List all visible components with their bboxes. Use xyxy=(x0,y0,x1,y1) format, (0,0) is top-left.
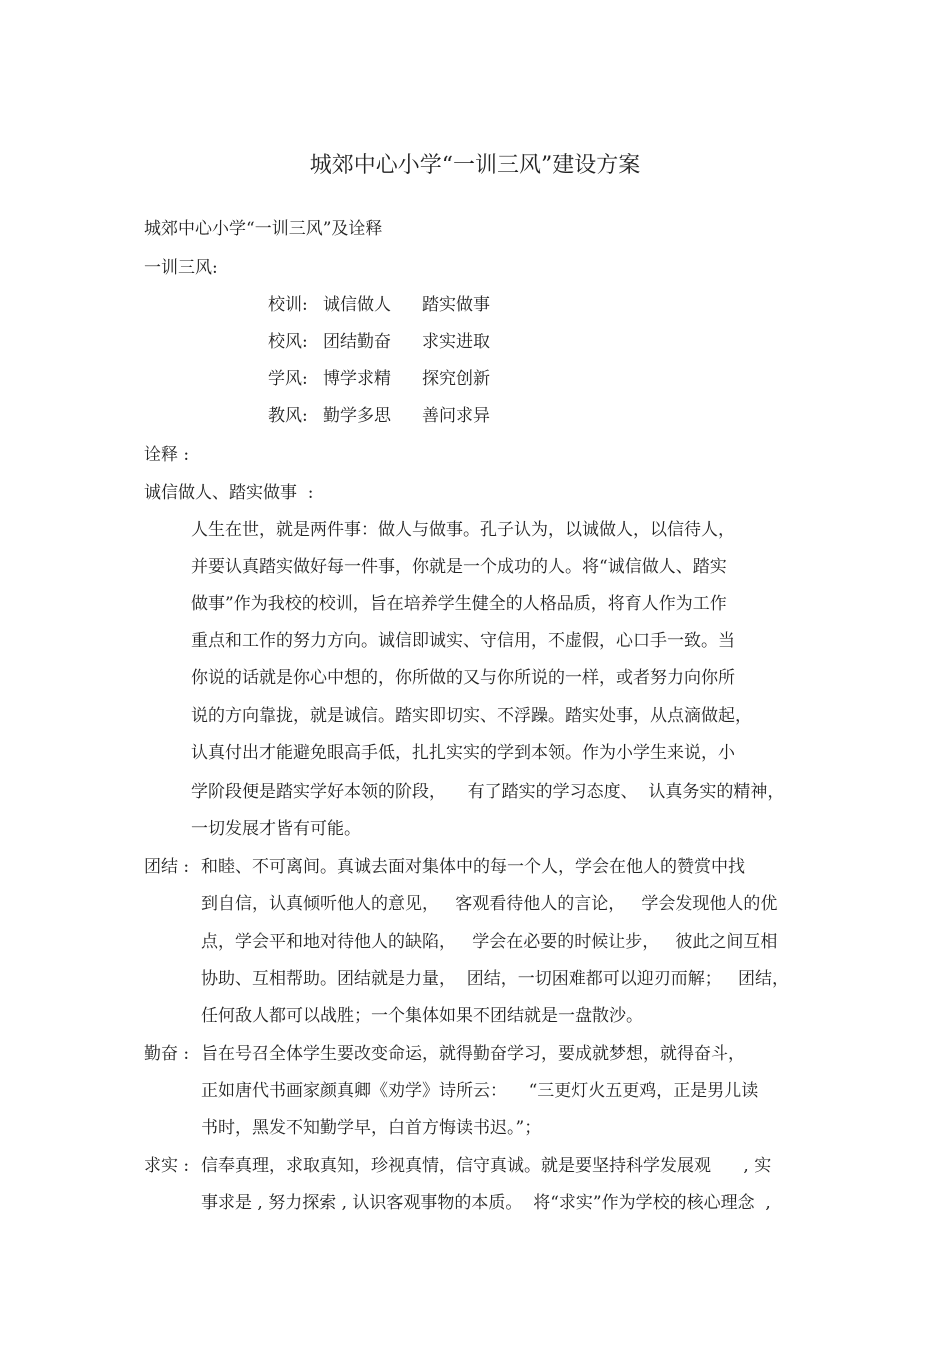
motto-part-b: 踏实做事 xyxy=(422,295,490,315)
paragraph-line: 点，学会平和地对待他人的缺陷， 学会在必要的时候让步， 彼此之间互相 xyxy=(201,932,778,952)
paragraph-line: 人生在世，就是两件事：做人与做事。孔子认为，以诚做人，以信待人， xyxy=(191,520,735,540)
item2-term: 团结 : xyxy=(144,857,190,877)
motto-part-a: 勤学多思 xyxy=(323,406,391,426)
paragraph-line: 做事”作为我校的校训，旨在培养学生健全的人格品质，将育人作为工作 xyxy=(191,594,727,614)
paragraph-line: 学阶段便是踏实学好本领的阶段， 有了踏实的学习态度、 认真务实的精神， xyxy=(191,782,785,802)
paragraph-line: 任何敌人都可以战胜；一个集体如果不团结就是一盘散沙。 xyxy=(201,1006,643,1026)
motto-label: 学风: xyxy=(268,369,308,389)
motto-part-a: 诚信做人 xyxy=(323,295,391,315)
motto-label: 校风: xyxy=(268,332,308,352)
motto-label: 校训: xyxy=(268,295,308,315)
motto-label: 教风: xyxy=(268,406,308,426)
section-label: 一训三风: xyxy=(144,258,218,278)
paragraph-line: 一切发展才皆有可能。 xyxy=(191,819,361,839)
paragraph-line: 协助、互相帮助。团结就是力量， 团结，一切困难都可以迎刃而解； 团结， xyxy=(201,969,790,989)
paragraph-line: 你说的话就是你心中想的，你所做的又与你所说的一样，或者努力向你所 xyxy=(191,668,735,688)
paragraph-line: 书时，黑发不知勤学早，白首方悔读书迟。”； xyxy=(201,1118,542,1138)
paragraph-line: 正如唐代书画家颜真卿《劝学》诗所云： “三更灯火五更鸡，正是男儿读 xyxy=(201,1081,759,1101)
item1-heading: 诚信做人、踏实做事 : xyxy=(144,483,314,503)
paragraph-line: 说的方向靠拢，就是诚信。踏实即切实、不浮躁。踏实处事，从点滴做起， xyxy=(191,706,752,726)
paragraph-line: 事求是 , 努力探索 , 认识客观事物的本质。 将“求实”作为学校的核心理念 , xyxy=(201,1193,771,1213)
paragraph-line: 认真付出才能避免眼高手低，扎扎实实的学到本领。作为小学生来说，小 xyxy=(191,743,735,763)
motto-part-b: 探究创新 xyxy=(422,369,490,389)
motto-part-a: 博学求精 xyxy=(323,369,391,389)
motto-part-b: 善问求异 xyxy=(422,406,490,426)
paragraph-line: 和睦、不可离间。真诚去面对集体中的每一个人，学会在他人的赞赏中找 xyxy=(201,857,745,877)
paragraph-line: 并要认真踏实做好每一件事，你就是一个成功的人。将“诚信做人、踏实 xyxy=(191,557,727,577)
paragraph-line: 到自信，认真倾听他人的意见， 客观看待他人的言论， 学会发现他人的优 xyxy=(201,894,778,914)
motto-part-a: 团结勤奋 xyxy=(323,332,391,352)
paragraph-line: 信奉真理，求取真知，珍视真情，信守真诚。就是要坚持科学发展观 , 实 xyxy=(201,1156,772,1176)
motto-part-b: 求实进取 xyxy=(422,332,490,352)
item3-term: 勤奋 : xyxy=(144,1044,190,1064)
document-title: 城郊中心小学“一训三风”建设方案 xyxy=(309,153,641,178)
subtitle: 城郊中心小学“一训三风”及诠释 xyxy=(144,219,383,239)
paragraph-line: 重点和工作的努力方向。诚信即诚实、守信用，不虚假，心口手一致。当 xyxy=(191,631,735,651)
item4-term: 求实 : xyxy=(144,1156,190,1176)
paragraph-line: 旨在号召全体学生要改变命运，就得勤奋学习，要成就梦想，就得奋斗， xyxy=(201,1044,745,1064)
explain-label: 诠释 : xyxy=(144,445,190,465)
